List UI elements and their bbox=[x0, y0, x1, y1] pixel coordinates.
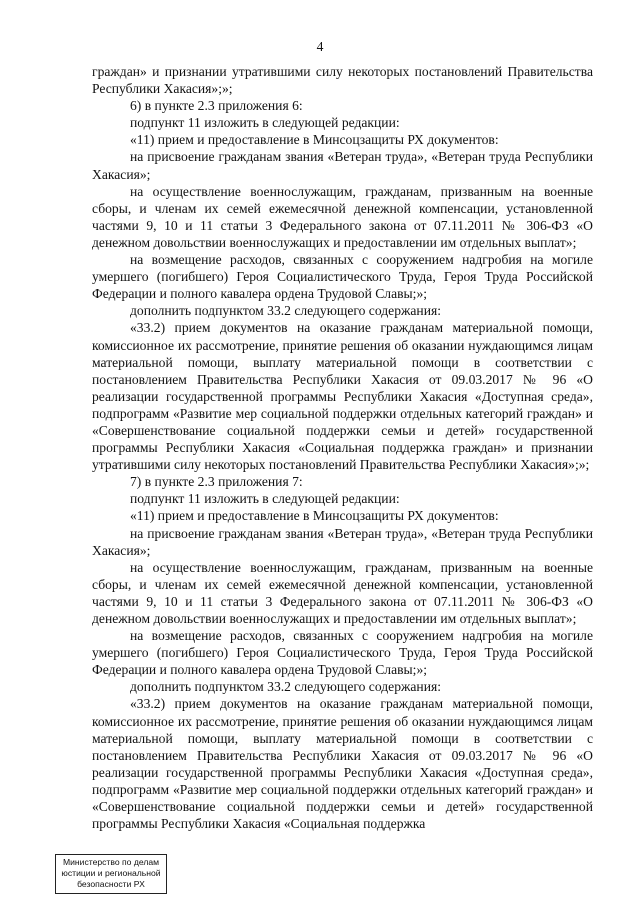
stamp-line: юстиции и региональной bbox=[61, 868, 161, 878]
document-body bbox=[92, 63, 593, 832]
paragraph: на осуществление военнослужащим, гражданам, призванным на военные сборы, и членам их семей ежемесячной денежной компенсации, установленной частями 9, 10 и 11 статьи 3 Федерального закона от 07.11.2011 № 306-ФЗ «О денежном довольствии военнослужащих и предоставлении им отдельных выплат»; bbox=[92, 183, 593, 250]
paragraph: на осуществление военнослужащим, гражданам, призванным на военные сборы, и членам их семей ежемесячной денежной компенсации, установленной частями 9, 10 и 11 статьи 3 Федерального закона от 07.11.2011 № 306-ФЗ «О денежном довольствии военнослужащих и предоставлении им отдельных выплат»; bbox=[92, 559, 593, 626]
paragraph: на возмещение расходов, связанных с сооружением надгробия на могиле умершего (погибшего) Героя Социалистического Труда, Героя Труда Российской Федерации и полного кавалера ордена Трудовой Славы;»; bbox=[92, 628, 593, 678]
paragraph: «33.2) прием документов на оказание гражданам материальной помощи, комиссионное их рассмотрение, принятие решения об оказании нуждающимся лицам материальной помощи, выплату материальной помощи в соответствии с постановлением Правительства Республики Хакасия от 09.03.2017 № 96 «О реализации государственной программы Республики Хакасия «Доступная среда», подпрограмм «Развитие мер социальной поддержки отдельных категорий граждан» и «Совершенствование социальной поддержки семьи и детей» государственной программы Республики Хакасия «Социальная поддержка граждан» и признании утратившими силу некоторых постановлений Правительства Республики Хакасия»;»; bbox=[92, 320, 593, 473]
paragraph: подпункт 11 изложить в следующей редакции: bbox=[130, 491, 400, 507]
paragraph: 7) в пункте 2.3 приложения 7: bbox=[130, 474, 303, 490]
paragraph: 6) в пункте 2.3 приложения 6: bbox=[130, 98, 303, 114]
paragraph: «33.2) прием документов на оказание гражданам материальной помощи, комиссионное их рассмотрение, принятие решения об оказании нуждающимся лицам материальной помощи, выплату материальной помощи в соответствии с постановлением Правительства Республики Хакасия от 09.03.2017 № 96 «О реализации государственной программы Республики Хакасия «Доступная среда», подпрограмм «Развитие мер социальной поддержки отдельных категорий граждан» и «Совершенствование социальной поддержки семьи и детей» государственной программы Республики Хакасия «Социальная поддержка bbox=[92, 696, 593, 832]
paragraph: подпункт 11 изложить в следующей редакции: bbox=[130, 115, 400, 131]
paragraph: граждан» и признании утратившими силу некоторых постановлений Правительства Республики Хакасия»;»; bbox=[92, 64, 593, 97]
paragraph: «11) прием и предоставление в Минсоцзащиты РХ документов: bbox=[130, 508, 499, 524]
paragraph: на присвоение гражданам звания «Ветеран труда», «Ветеран труда Республики Хакасия»; bbox=[92, 149, 593, 182]
paragraph: дополнить подпунктом 33.2 следующего содержания: bbox=[130, 679, 441, 695]
ministry-stamp bbox=[55, 854, 167, 894]
page-number: 4 bbox=[316, 39, 324, 54]
paragraph: «11) прием и предоставление в Минсоцзащиты РХ документов: bbox=[130, 132, 499, 148]
paragraph: дополнить подпунктом 33.2 следующего содержания: bbox=[130, 303, 441, 319]
stamp-line: безопасности РХ bbox=[77, 879, 145, 889]
paragraph: на присвоение гражданам звания «Ветеран труда», «Ветеран труда Республики Хакасия»; bbox=[92, 525, 593, 558]
stamp-line: Министерство по делам bbox=[62, 857, 160, 867]
paragraph: на возмещение расходов, связанных с сооружением надгробия на могиле умершего (погибшего) Героя Социалистического Труда, Героя Труда Российской Федерации и полного кавалера ордена Трудовой Славы;»; bbox=[92, 252, 593, 302]
